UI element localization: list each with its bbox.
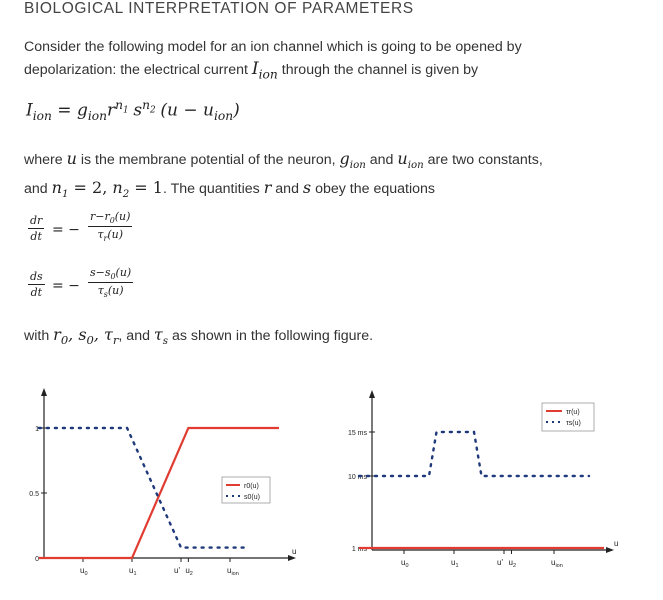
legend-s0: s0(u) bbox=[244, 494, 260, 501]
xtick-u1: $u_1$ bbox=[451, 558, 459, 569]
xtick-uion: $u_{ion}$ bbox=[551, 558, 563, 569]
ode-r-lhs: $\frac{dr}{dt}$ bbox=[30, 214, 43, 243]
ode-s-lhs: $\frac{ds}{dt}$ bbox=[30, 270, 43, 299]
xtick-uion: $u_{ion}$ bbox=[227, 566, 239, 577]
legend-tau-r: τr(u) bbox=[566, 409, 580, 416]
xtick-u1: $u_1$ bbox=[129, 566, 137, 577]
ode-r-eq: = − bbox=[52, 222, 80, 238]
xtick-u2: $u_2$ bbox=[185, 566, 193, 577]
right-series bbox=[359, 432, 604, 548]
series-1-line bbox=[359, 432, 589, 476]
xtick-u0: $u_0$ bbox=[80, 566, 88, 577]
ytick-label-1: 10 ms bbox=[347, 474, 367, 481]
left-legend bbox=[222, 477, 270, 503]
xtick-u2: $u_2$ bbox=[508, 558, 517, 569]
right-legend bbox=[542, 403, 594, 431]
legend-r0: r0(u) bbox=[244, 483, 259, 490]
description-paragraph: where u is the membrane potential of the neuron, $g_{ion}$ and $u_{ion}$ are two constants, and $n_1 = 2$, $n_2 = 1$. The quantities r and s obey the equations bbox=[24, 149, 543, 200]
current-equation: $I_{ion} = g_{ion}r^{n_1}$ $s^{n_2}$ $(u - u_{ion})$ bbox=[26, 98, 240, 124]
current-symbol: $I_{ion}$ bbox=[251, 59, 278, 82]
ytick-label-0: 0 bbox=[35, 556, 39, 563]
ode-s-rhs: $\frac{s-s_0(u)}{\tau_s(u)}$ bbox=[90, 266, 132, 300]
figure-intro-paragraph: with $r_0$, $s_0$, $\tau_r$, and $\tau_s$ as shown in the following figure. bbox=[24, 325, 374, 348]
intro-line2-a: depolarization: the electrical current bbox=[24, 62, 252, 78]
right-x-axis-label: u bbox=[614, 539, 619, 548]
time-constant-chart bbox=[330, 378, 663, 588]
right-y-ticks bbox=[348, 430, 375, 553]
ytick-label-2: 1 bbox=[35, 426, 39, 433]
intro-line1: Consider the following model for an ion channel which is going to be opened by bbox=[24, 39, 522, 55]
left-x-axis-label: u bbox=[292, 547, 297, 556]
ytick-label-2: 15 ms bbox=[347, 430, 367, 437]
ode-s-eq: = − bbox=[52, 278, 80, 294]
ytick-label-1: 0.5 bbox=[29, 491, 39, 498]
ytick-label-0: 1 ms bbox=[351, 546, 367, 553]
xtick-u0: $u_0$ bbox=[401, 558, 409, 569]
left-x-ticks bbox=[80, 558, 239, 577]
intro-line2-b: through the channel is given by bbox=[277, 62, 479, 78]
xtick-u-prime: u' bbox=[174, 566, 180, 575]
intro-paragraph bbox=[24, 36, 522, 85]
ode-r-rhs: $\frac{r-r_0(u)}{\tau_r(u)}$ bbox=[90, 210, 131, 244]
right-x-ticks bbox=[401, 550, 563, 569]
xtick-u-prime: u' bbox=[497, 558, 503, 567]
steady-state-chart bbox=[0, 378, 320, 588]
section-heading: BIOLOGICAL INTERPRETATION OF PARAMETERS bbox=[24, 0, 414, 17]
legend-tau-s: τs(u) bbox=[566, 420, 581, 427]
